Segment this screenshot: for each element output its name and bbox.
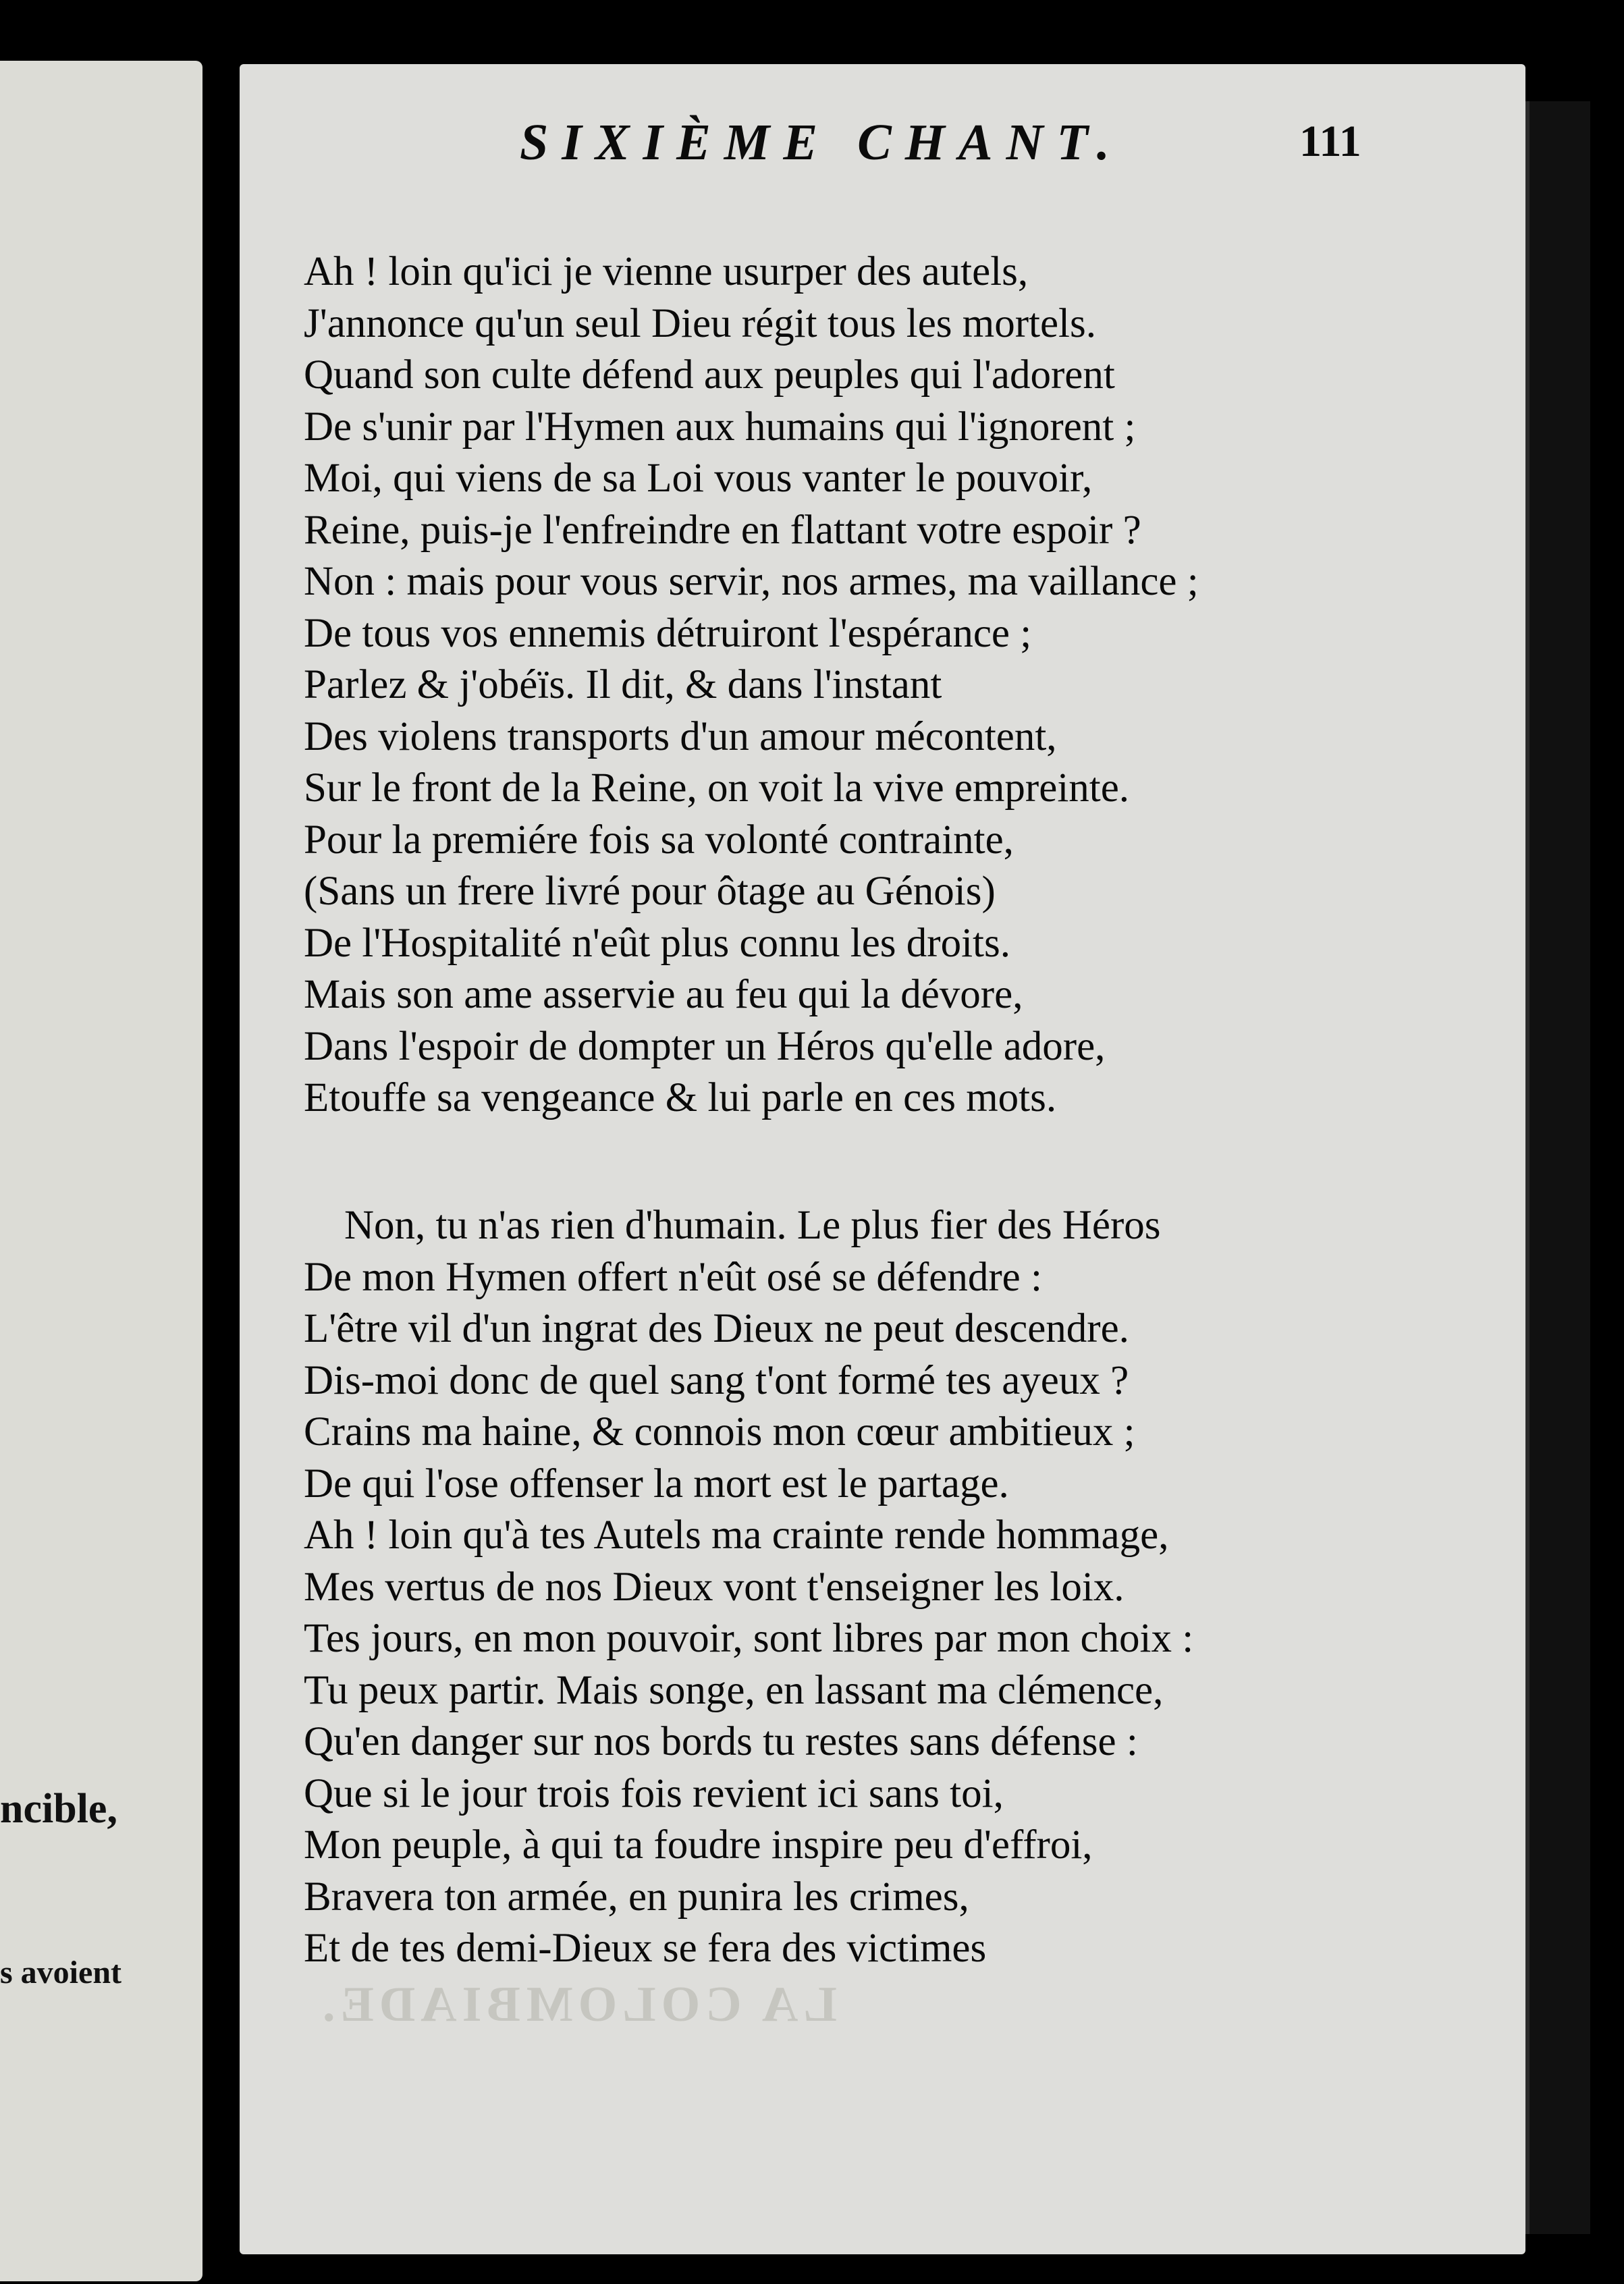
verse-line: Que si le jour trois fois revient ici sans toi,: [304, 1770, 1004, 1816]
verse-line: (Sans un frere livré pour ôtage au Génois): [304, 869, 996, 914]
verse-line: Pour la premiére fois sa volonté contrainte,: [304, 817, 1014, 863]
verse-line: De l'Hospitalité n'eût plus connu les droits.: [304, 920, 1010, 966]
left-page-edge: [0, 61, 202, 2281]
verse-line: Etouffe sa vengeance & lui parle en ces mots.: [304, 1075, 1057, 1120]
left-page-fragment: ncible,: [0, 1786, 117, 1832]
verse-line: Non : mais pour vous servir, nos armes, ma vaillance ;: [304, 559, 1199, 604]
verse-line: Tes jours, en mon pouvoir, sont libres par mon choix :: [304, 1616, 1194, 1661]
verse-line: Bravera ton armée, en punira les crimes,: [304, 1874, 969, 1920]
verse-line: Mes vertus de nos Dieux vont t'enseigner les loix.: [304, 1564, 1125, 1610]
verse-line: Tu peux partir. Mais songe, en lassant ma clémence,: [304, 1667, 1164, 1713]
verse-line: Dans l'espoir de dompter un Héros qu'elle adore,: [304, 1023, 1106, 1069]
show-through-text: LA COLOMBIADE.: [317, 1977, 837, 2032]
verse-line: Mon peuple, à qui ta foudre inspire peu d'effroi,: [304, 1822, 1093, 1868]
page-number: 111: [1299, 117, 1361, 166]
verse-line: Des violens transports d'un amour mécontent,: [304, 713, 1057, 759]
verse-line: Non, tu n'as rien d'humain. Le plus fier des Héros: [344, 1203, 1161, 1248]
verse-line: De mon Hymen offert n'eût osé se défendre :: [304, 1254, 1042, 1300]
verse-line: J'annonce qu'un seul Dieu régit tous les mortels.: [304, 300, 1096, 346]
page-edge-shadow: [1525, 101, 1590, 2234]
stanza-2: [304, 1200, 1193, 1975]
verse-line: De qui l'ose offenser la mort est le partage.: [304, 1461, 1009, 1506]
verse-line: Et de tes demi-Dieux se fera des victimes: [304, 1926, 987, 1971]
stanza-1: [304, 246, 1199, 1124]
verse-line: Moi, qui viens de sa Loi vous vanter le pouvoir,: [304, 456, 1093, 501]
verse-line: Ah ! loin qu'à tes Autels ma crainte rende hommage,: [304, 1513, 1169, 1558]
verse-line: Mais son ame asservie au feu qui la dévore,: [304, 972, 1023, 1017]
verse-line: De s'unir par l'Hymen aux humains qui l'ignorent ;: [304, 404, 1136, 450]
verse-line: De tous vos ennemis détruiront l'espérance ;: [304, 610, 1032, 656]
verse-line: Dis-moi donc de quel sang t'ont formé tes ayeux ?: [304, 1357, 1129, 1403]
page-header: [0, 113, 1624, 188]
verse-line: Qu'en danger sur nos bords tu restes sans défense :: [304, 1719, 1138, 1764]
verse-line: Ah ! loin qu'ici je vienne usurper des autels,: [304, 249, 1029, 294]
verse-line: Reine, puis-je l'enfreindre en flattant votre espoir ?: [304, 507, 1141, 553]
verse-line: Sur le front de la Reine, on voit la vive empreinte.: [304, 765, 1130, 811]
left-page-fragment: s avoient: [0, 1955, 121, 1990]
book-gutter: [202, 0, 240, 2284]
verse-line: L'être vil d'un ingrat des Dieux ne peut descendre.: [304, 1306, 1129, 1351]
verse-line: Quand son culte défend aux peuples qui l'adorent: [304, 352, 1115, 398]
running-title: SIXIÈME CHANT.: [520, 114, 1123, 171]
verse-line: Crains ma haine, & connois mon cœur ambitieux ;: [304, 1409, 1135, 1454]
verse-line: Parlez & j'obéïs. Il dit, & dans l'instant: [304, 662, 942, 707]
